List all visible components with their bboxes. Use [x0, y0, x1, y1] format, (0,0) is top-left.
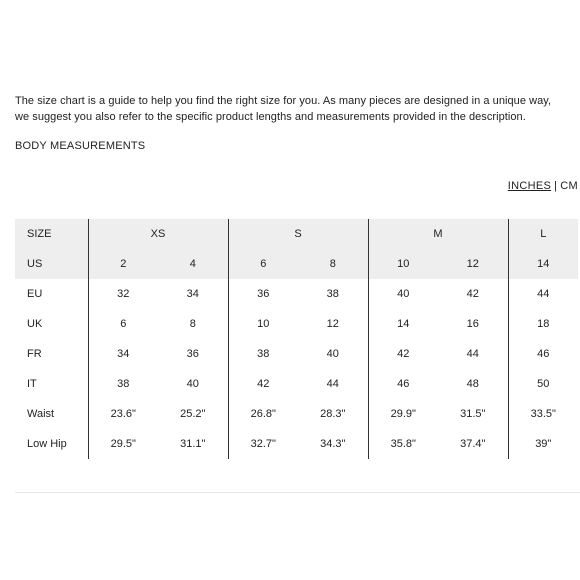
table-cell: 35.8" — [390, 438, 416, 450]
table-cell: 18 — [537, 318, 550, 330]
table-row — [15, 309, 578, 339]
row-label: UK — [15, 309, 88, 339]
unit-separator: | — [554, 180, 558, 192]
table-cell: 28.3" — [298, 399, 368, 429]
cm-unit-link[interactable]: CM — [560, 180, 578, 192]
table-cell: 29.9" — [390, 408, 416, 420]
table-cell: 37.4" — [438, 429, 508, 459]
table-cell: 34 — [117, 348, 130, 360]
inches-unit-link[interactable]: INCHES — [507, 180, 552, 192]
table-cell: 50 — [537, 378, 550, 390]
table-cell: 6 — [228, 249, 298, 279]
size-s-header: S — [228, 219, 368, 249]
table-cell: 42 — [257, 378, 270, 390]
intro-line-1: The size chart is a guide to help you find the right size for you. As many pieces are designed in a unique way, — [15, 95, 552, 107]
table-cell: 32.7" — [250, 438, 276, 450]
table-row — [15, 339, 578, 369]
bottom-divider — [15, 492, 580, 493]
size-m-header: M — [368, 219, 508, 249]
table-cell: 14 — [508, 249, 578, 279]
table-cell: 46 — [537, 348, 550, 360]
table-cell: 42 — [397, 348, 410, 360]
table-cell: 44 — [537, 288, 550, 300]
table-cell: 12 — [438, 249, 508, 279]
table-cell: 6 — [120, 318, 127, 330]
table-cell: 29.5" — [110, 438, 136, 450]
table-cell: 26.8" — [250, 408, 276, 420]
table-cell: 40 — [298, 339, 368, 369]
row-label: FR — [15, 339, 88, 369]
table-row — [15, 249, 578, 279]
table-cell: 34 — [158, 279, 228, 309]
row-label: US — [15, 249, 88, 279]
table-cell: 44 — [438, 339, 508, 369]
row-label: Low Hip — [15, 429, 88, 459]
table-cell: 38 — [257, 348, 270, 360]
section-title: BODY MEASUREMENTS — [15, 140, 146, 152]
table-cell: 38 — [117, 378, 130, 390]
table-row — [15, 399, 578, 429]
table-cell: 23.6" — [110, 408, 136, 420]
row-label: IT — [15, 369, 88, 399]
table-cell: 40 — [158, 369, 228, 399]
size-chart-table — [15, 219, 578, 459]
table-cell: 10 — [257, 318, 270, 330]
table-cell: 32 — [117, 288, 130, 300]
size-xs-header: XS — [88, 219, 228, 249]
table-cell: 33.5" — [530, 408, 556, 420]
table-row — [15, 369, 578, 399]
table-cell: 42 — [438, 279, 508, 309]
table-cell: 4 — [158, 249, 228, 279]
table-cell: 16 — [438, 309, 508, 339]
table-cell: 10 — [368, 249, 438, 279]
table-cell: 36 — [158, 339, 228, 369]
table-cell: 14 — [397, 318, 410, 330]
table-cell: 2 — [88, 249, 158, 279]
size-chart-intro — [15, 93, 575, 125]
table-cell: 31.1" — [158, 429, 228, 459]
row-label: EU — [15, 279, 88, 309]
table-cell: 25.2" — [158, 399, 228, 429]
table-cell: 40 — [397, 288, 410, 300]
table-cell: 46 — [397, 378, 410, 390]
table-cell: 36 — [257, 288, 270, 300]
table-cell: 8 — [158, 309, 228, 339]
size-header-row — [15, 219, 578, 249]
table-row — [15, 429, 578, 459]
table-cell: 34.3" — [298, 429, 368, 459]
size-header-label: SIZE — [15, 219, 88, 249]
table-cell: 8 — [298, 249, 368, 279]
table-cell: 48 — [438, 369, 508, 399]
table-cell: 39" — [535, 438, 552, 450]
table-cell: 38 — [298, 279, 368, 309]
table-cell: 31.5" — [438, 399, 508, 429]
table-cell: 44 — [298, 369, 368, 399]
unit-toggle — [508, 180, 578, 192]
table-cell: 12 — [298, 309, 368, 339]
size-l-header: L — [508, 219, 578, 249]
row-label: Waist — [15, 399, 88, 429]
intro-line-2: we suggest you also refer to the specific product lengths and measurements provided in the description. — [15, 111, 526, 123]
table-row — [15, 279, 578, 309]
